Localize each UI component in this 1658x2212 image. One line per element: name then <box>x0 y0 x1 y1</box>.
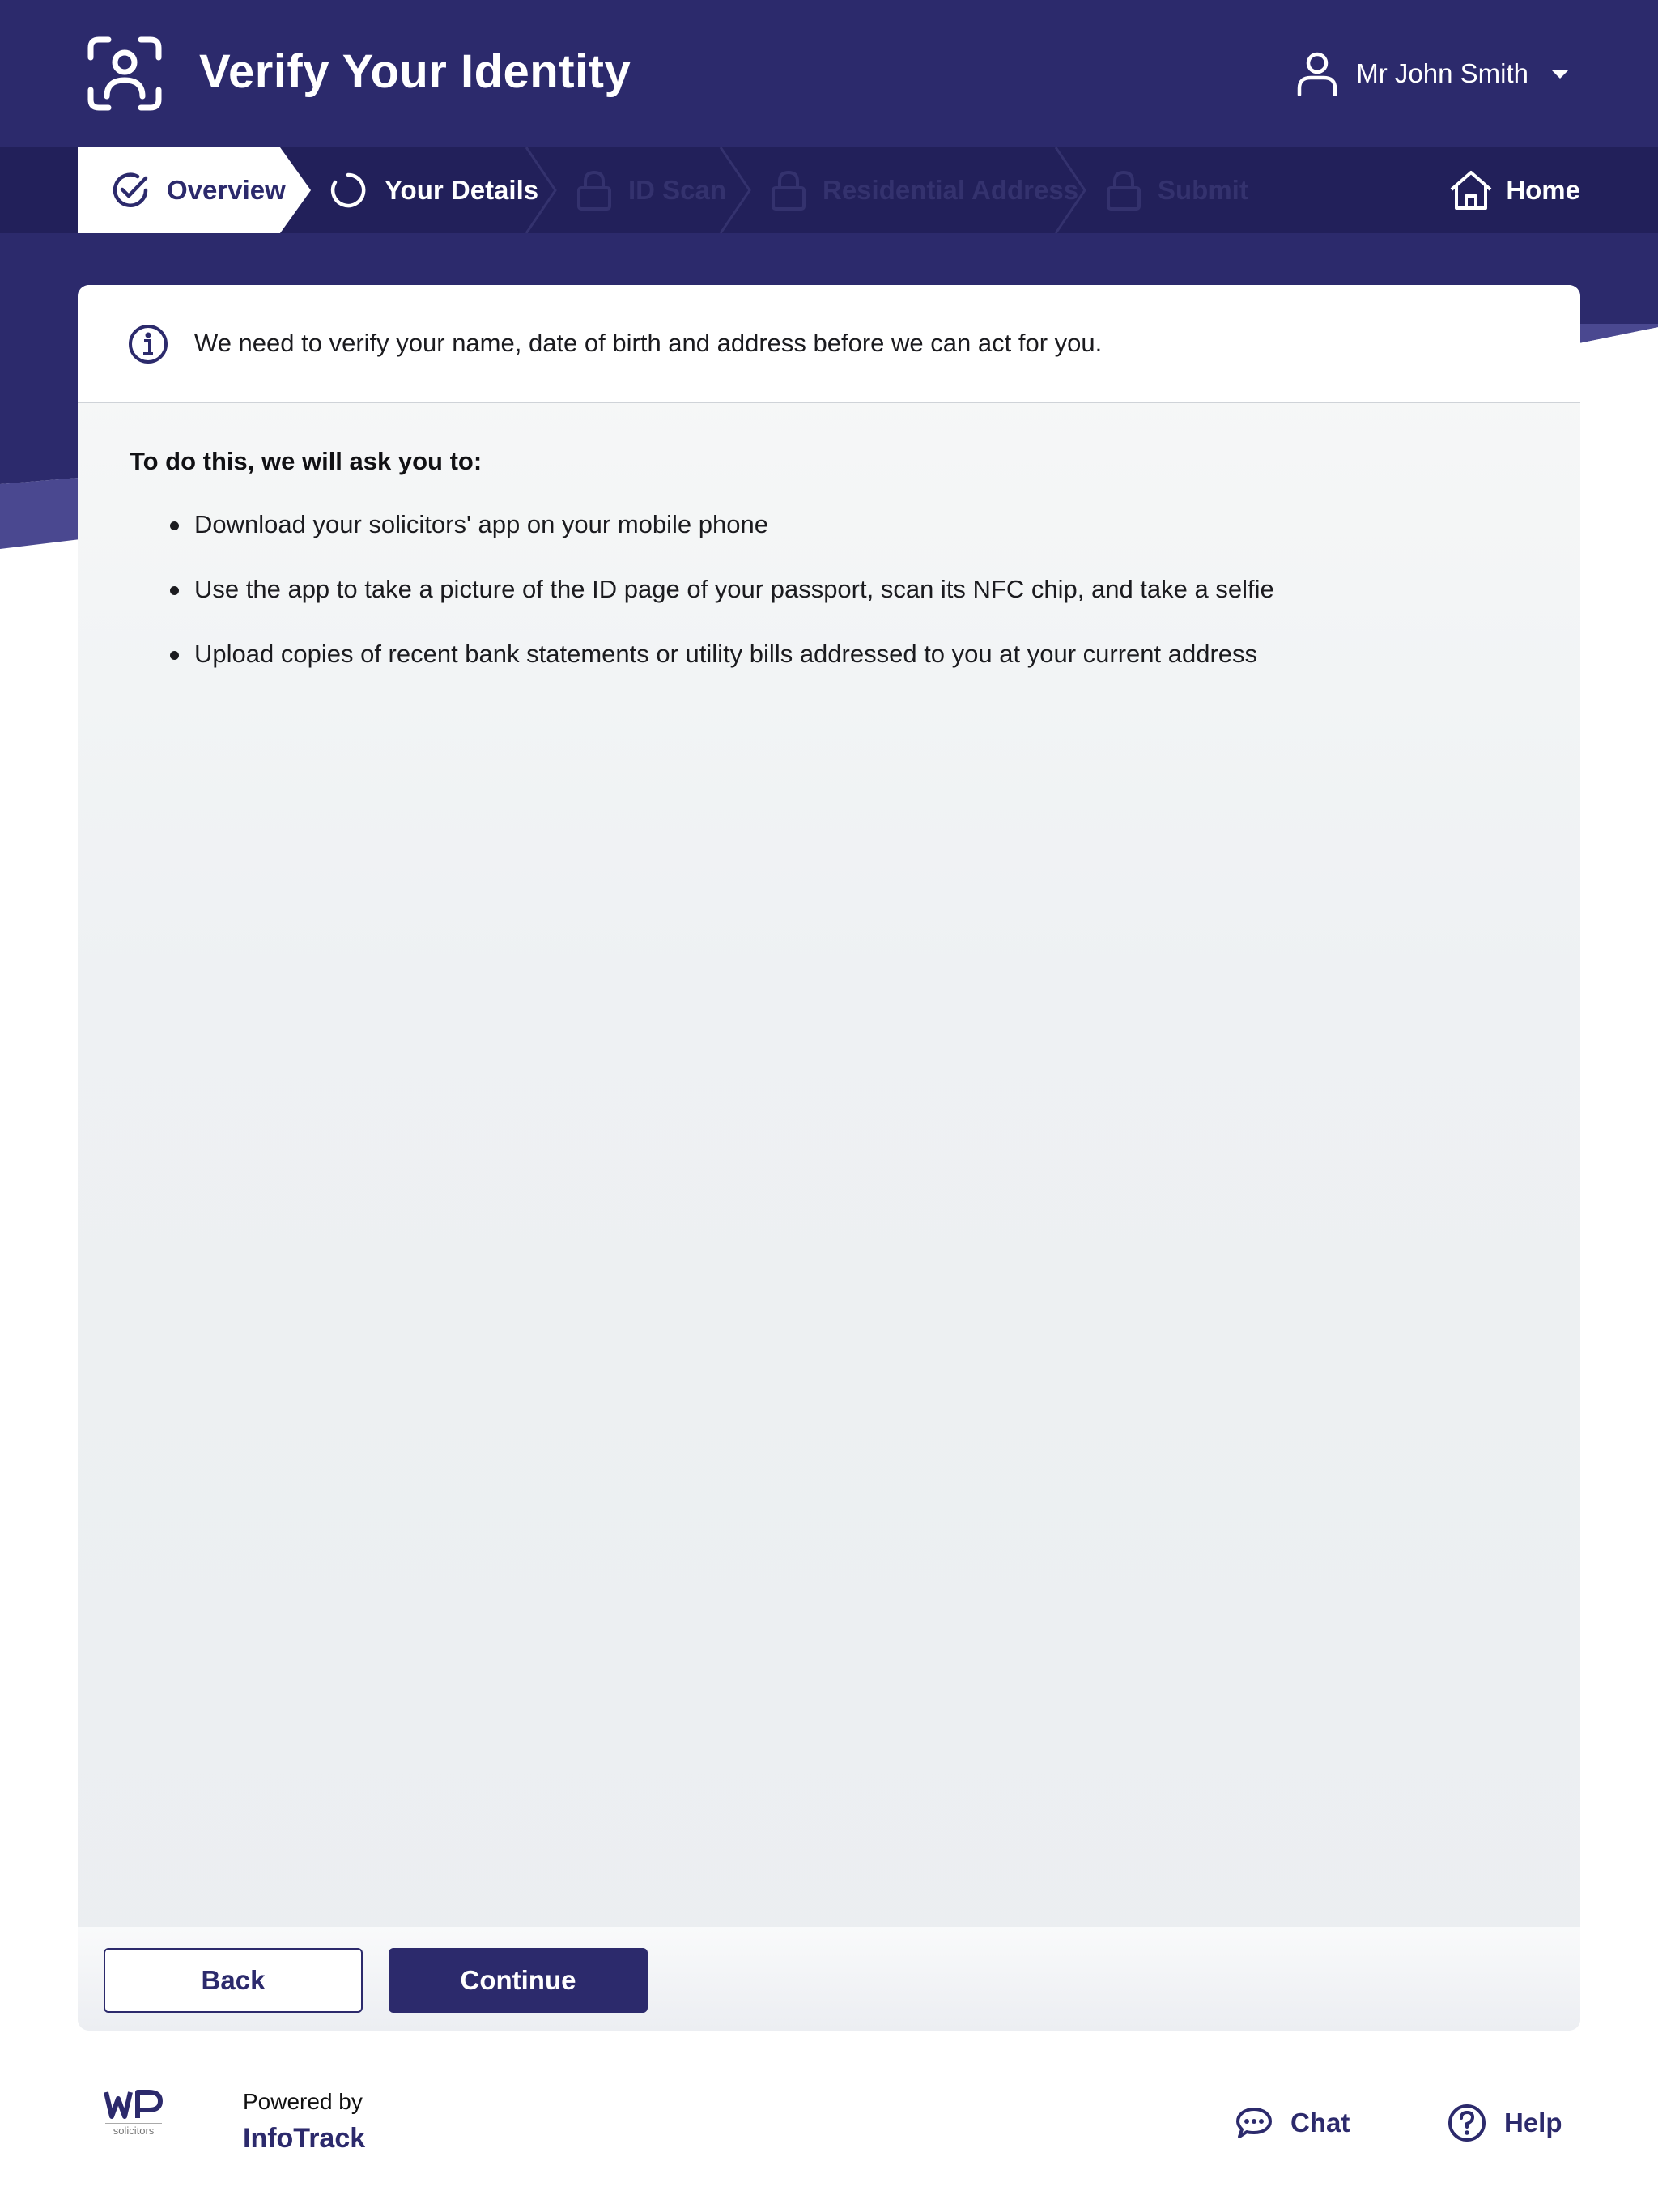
list-item: Download your solicitors' app on your mobile phone <box>194 508 1274 573</box>
step-label: Residential Address <box>823 175 1079 205</box>
lock-icon <box>1106 170 1141 211</box>
requirements-list <box>194 508 1274 703</box>
user-icon <box>1296 51 1338 96</box>
home-icon <box>1449 170 1493 211</box>
step-submit <box>1106 147 1248 233</box>
help-icon <box>1448 2104 1486 2142</box>
user-name: Mr John Smith <box>1356 58 1528 88</box>
step-label: ID Scan <box>628 175 727 205</box>
firm-logo <box>104 2089 164 2138</box>
step-separator-icon <box>525 147 557 233</box>
info-notice <box>78 285 1580 403</box>
chevron-down-icon <box>1551 68 1569 79</box>
progress-stepper <box>0 147 1658 233</box>
page-title: Verify Your Identity <box>199 45 631 98</box>
step-separator-icon <box>719 147 751 233</box>
home-label: Home <box>1506 175 1580 205</box>
powered-by-label: Powered by <box>243 2089 363 2114</box>
check-circle-icon <box>110 170 151 211</box>
step-residential-address <box>771 147 1078 233</box>
lock-icon <box>771 170 806 211</box>
continue-button[interactable]: Continue <box>389 1948 648 2013</box>
step-your-details[interactable] <box>328 147 538 233</box>
powered-by <box>243 2089 365 2155</box>
overview-card <box>78 285 1580 2031</box>
notice-text: We need to verify your name, date of birth and address before we can act for you. <box>194 329 1103 357</box>
wp-logo-mark <box>104 2089 164 2121</box>
lock-icon <box>576 170 612 211</box>
user-menu[interactable] <box>1296 45 1569 102</box>
back-button[interactable]: Back <box>104 1948 363 2013</box>
help-link[interactable] <box>1448 2099 1562 2147</box>
info-icon <box>128 324 168 364</box>
chat-icon <box>1235 2107 1273 2139</box>
chat-label: Chat <box>1290 2108 1350 2138</box>
step-label: Submit <box>1158 175 1248 205</box>
list-item: Upload copies of recent bank statements or utility bills addressed to you at your current address <box>194 638 1274 703</box>
chat-link[interactable] <box>1235 2099 1350 2147</box>
help-label: Help <box>1504 2108 1562 2138</box>
step-id-scan <box>576 147 726 233</box>
brand-name: InfoTrack <box>243 2123 366 2154</box>
step-separator-icon <box>1054 147 1086 233</box>
face-scan-icon <box>87 36 162 111</box>
home-link[interactable] <box>1449 147 1580 233</box>
intro-heading: To do this, we will ask you to: <box>130 447 483 475</box>
card-actions <box>78 1927 1580 2031</box>
step-overview[interactable] <box>110 147 286 233</box>
logo-subtitle: solicitors <box>105 2123 162 2137</box>
step-label: Overview <box>167 175 286 205</box>
step-label: Your Details <box>385 175 539 205</box>
app-header <box>0 0 1658 147</box>
band-accent <box>1579 324 1658 364</box>
list-item: Use the app to take a picture of the ID page of your passport, scan its NFC chip, and take a selfie <box>194 573 1274 638</box>
progress-circle-icon <box>328 170 368 211</box>
